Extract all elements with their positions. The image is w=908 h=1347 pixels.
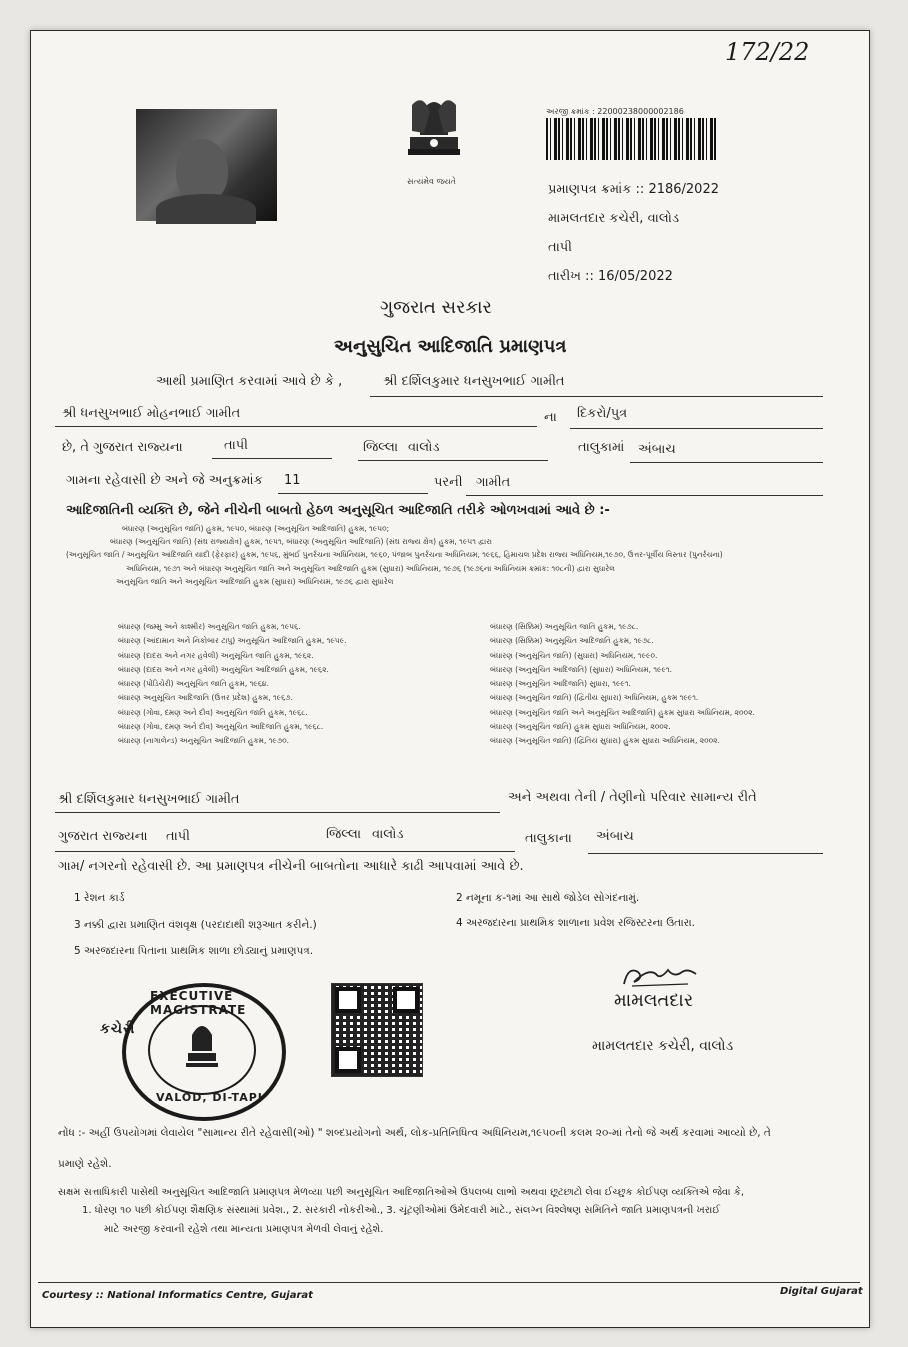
serial-number: 11 bbox=[284, 473, 301, 488]
state-label-2: ગુજરાત રાજ્યના bbox=[58, 829, 148, 844]
doc-item: 5 અરજદારના પિતાના પ્રાથમિક શાળા છોડ્યાનું પ્રમાણપત્ર. bbox=[74, 945, 314, 957]
note-line: નોંધ :- અહીં ઉપયોગમાં લેવાયેલ "સામાન્ય રીતે રહેવાસી(ઓ) " શબ્દપ્રયોગનો અર્થ, લોક-પ્રતિનિધિત્વ અધિનિયમ,૧૯૫૦ની કલમ ૨૦-માં તેનો જે અર્થ કરવામાં આવ્યો છે, તે bbox=[58, 1127, 771, 1139]
government-title: ગુજરાત સરકાર bbox=[380, 297, 492, 318]
taluka-label: તાલુકામાં bbox=[578, 440, 625, 455]
order-right: બંધારણ (અનુસૂચિત જાતિ) (દ્વિતિય સુધારા) હુકમ સુધારા અધિનિયમ, ૨૦૦૨. bbox=[490, 736, 720, 746]
orders-list bbox=[66, 522, 826, 588]
barcode bbox=[546, 118, 718, 160]
order-left: બંધારણ (દાદરા અને નગર હવેલી) અનુસૂચિત જાતિ હુકમ, ૧૯૬૨. bbox=[118, 650, 314, 660]
order-right: બંધારણ (અનુસૂચિત આદિજાતિ) (સુધારા) અધિનિયમ, ૧૯૯૧. bbox=[490, 664, 672, 674]
doc-item: 2 નમૂના ક-૧માં આ સાથે જોડેલ સોગંદનામું. bbox=[456, 892, 640, 904]
order-line: અધિનિયમ, ૧૯૭૧ અને બંધારણ અનુસૂચિત જાતિ અને અનુસૂચિત આદિજાતિ હુકમ (સુધારા) અધિનિયમ, ૧૯૭૬ (૧૯૭૬ના અધિનિયમ ક્રમાંક: ૧૦૮ની) દ્વારા સુધારેલ bbox=[126, 563, 615, 573]
district-label-2: જિલ્લા bbox=[326, 827, 362, 842]
order-right: બંધારણ (અનુસૂચિત જાતિ) હુકમ સુધારા અધિનિયમ, ૨૦૦૨. bbox=[490, 722, 671, 732]
note-line: માટે અરજી કરવાની રહેશે તથા માન્યતા પ્રમાણપત્ર મેળવી લેવાનું રહેશે. bbox=[104, 1224, 384, 1235]
note-line: પ્રમાણે રહેશે. bbox=[58, 1158, 112, 1170]
village-value: અંબાચ bbox=[638, 442, 676, 457]
belongs-text: આદિજાતિની વ્યક્તિ છે, જેને નીચેની બાબતો હેઠળ અનુસૂચિત આદિજાતિ તરીકે ઓળખવામાં આવે છે :- bbox=[66, 503, 610, 518]
order-line: બંધારણ (અનુસૂચિત જાતિ) હુકમ, ૧૯૫૦, બંધારણ (અનુસૂચિત આદિજાતિ) હુકમ, ૧૯૫૦; bbox=[122, 524, 390, 533]
doc-item: 4 અરજદારના પ્રાથમિક શાળાના પ્રવેશ રજિસ્ટરના ઉતારા. bbox=[456, 917, 696, 929]
order-left: બંધારણ અનુસૂચિત આદિજાતિ (ઉત્તર પ્રદેશ) હુકમ, ૧૯૬૭. bbox=[118, 693, 293, 703]
tribe-name: ગામીત bbox=[476, 475, 511, 490]
order-right: બંધારણ (અનુસૂચિત જાતિ અને અનુસૂચિત આદિજાતિ) હુકમ સુધારા અધિનિયમ, ૨૦૦૨. bbox=[490, 707, 755, 717]
district-value: તાપી bbox=[224, 438, 248, 453]
issue-date: તારીખ :: 16/05/2022 bbox=[548, 269, 673, 284]
taluka-value-2: વાલોડ bbox=[372, 827, 404, 842]
order-left: બંધારણ (દાદરા અને નગર હવેલી) અનુસૂચિત આદિજાતિ હુકમ, ૧૯૬૨. bbox=[118, 664, 329, 674]
taluka-label-2: તાલુકાના bbox=[525, 831, 572, 846]
order-left: બંધારણ (પોંડિચેરી) અનુસૂચિત જાતિ હુકમ, ૧૯૬૪. bbox=[118, 679, 269, 689]
footer-brand: Digital Gujarat bbox=[780, 1286, 863, 1297]
intro-text: આથી પ્રમાણિત કરવામાં આવે છે કે , bbox=[156, 374, 343, 389]
issue-text: ગામ/ નગરનો રહેવાસી છે. આ પ્રમાણપત્ર નીચેની બાબતોના આધારે કાઢી આપવામાં આવે છે. bbox=[58, 859, 524, 874]
parni-label: પરની bbox=[434, 475, 463, 490]
applicant-photo bbox=[136, 109, 277, 221]
order-right: બંધારણ (અનુસૂચિત જાતિ) (દ્વિતીય સુધારા) અધિનિયમ, હુકમ ૧૯૯૧. bbox=[490, 693, 699, 703]
order-left: બંધારણ (ગોવા, દમણ અને દીવ) અનુસૂચિત આદિજાતિ હુકમ, ૧૯૬૮. bbox=[118, 722, 324, 732]
family-text: અને અથવા તેની / તેણીનો પરિવાર સામાન્ય રીતે bbox=[508, 790, 757, 805]
note-line: સક્ષમ સત્તાધિકારી પાસેથી અનુસૂચિત આદિજાતિ પ્રમાણપત્ર મેળવ્યા પછી અનુસૂચિત આદિજાતિઓએ ઉપલબ્ધ લાભો અથવા છૂટછાટો લેવા ઈચ્છુક કોઈપણ વ્યક્તિએ જેવા કે, bbox=[58, 1187, 745, 1198]
official-stamp bbox=[100, 983, 286, 1121]
certificate-title: અનુસુચિત આદિજાતિ પ્રમાણપત્ર bbox=[334, 336, 567, 357]
handwritten-number: 172/22 bbox=[725, 38, 810, 66]
stamp-side-text: કચેરી bbox=[100, 1021, 136, 1037]
order-line: (અનુસૂચિત જાતિ / અનુસૂચિત આદિજાતિ યાદી (ફેરફાર) હુકમ, ૧૯૫૬, મુંબઈ પુનર્રચના અધિનિયમ, ૧૯૬૦, પંજાબ પુનર્રચના અધિનિયમ, ૧૯૬૬, હિમાચલ પ્રદેશ રાજ્ય અધિનિયમ,૧૯૭૦, ઉત્તર-પૂર્વીય વિસ્તાર (પુનર્રચના) bbox=[66, 550, 723, 560]
footer-courtesy: Courtesy :: National Informatics Centre, Gujarat bbox=[42, 1290, 313, 1301]
district-value-2: તાપી bbox=[166, 829, 190, 844]
order-left: બંધારણ (આંદામાન અને નિકોબાર ટાપુ) અનુસૂચિત આદિજાતિ હુકમ, ૧૯૫૯. bbox=[118, 636, 347, 646]
issuing-district: તાપી bbox=[548, 240, 572, 255]
order-right: બંધારણ (અનુસૂચિત આદિજાતિ) સુધારા, ૧૯૯૧. bbox=[490, 679, 631, 689]
order-left: બંધારણ (નાગાલેન્ડ) અનુસૂચિત આદિજાતિ હુકમ, ૧૯૭૦. bbox=[118, 736, 289, 746]
qr-code bbox=[331, 983, 423, 1077]
note-line: 1. ધોરણ ૧૦ પછી કોઈપણ શૈક્ષણિક સંસ્થામાં પ્રવેશ., 2. સરકારી નોકરીઓ., 3. ચૂંટણીઓમાં ઉમેદવારી માટે., સંલગ્ન વિશ્લેષણ સમિતિને જાતિ પ્રમાણપત્રની ખરાઈ bbox=[82, 1205, 721, 1216]
doc-item: 3 નક્કી દ્વારા પ્રમાણિત વંશવૃક્ષ (પરદાદાથી શરૂઆત કરીને.) bbox=[74, 919, 317, 931]
order-left: બંધારણ (ગોવા, દમણ અને દીવ) અનુસૂચિત જાતિ હુકમ, ૧૯૬૮. bbox=[118, 707, 308, 717]
stamp-emblem-icon bbox=[184, 1017, 220, 1073]
stamp-bottom-text: VALOD, DI-TAPI bbox=[156, 1091, 263, 1104]
emblem-motto: સત્યમેવ જયતે bbox=[407, 177, 456, 186]
order-line: અનુસૂચિત જાતિ અને અનુસૂચિત આદિજાતિ હુકમ (સુધારા) અધિનિયમ, ૧૯૭૬ દ્વારા સુધારેલ bbox=[116, 576, 394, 586]
order-right: બંધારણ (સિક્કિમ) અનુસૂચિત જાતિ હુકમ, ૧૯૭૮. bbox=[490, 622, 639, 631]
village-value-2: અંબાચ bbox=[596, 829, 634, 844]
stamp-top-text: EXECUTIVE MAGISTRATE bbox=[150, 989, 247, 1017]
application-number: અરજી ક્રમાંક : 22000238000002186 bbox=[546, 107, 684, 116]
order-right: બંધારણ (અનુસૂચિત જાતિ) (સુધારા) અધિનિયમ, ૧૯૯૦. bbox=[490, 650, 658, 660]
signature-icon bbox=[618, 962, 702, 992]
state-emblem-icon bbox=[402, 85, 466, 175]
order-line: બંધારણ (અનુસૂચિત જાતિ) (સંઘ રાજ્યક્ષેત્ર) હુકમ, ૧૯૫૧, બંધારણ (અનુસૂચિત આદિજાતિ) (સંઘ રાજ્ય ક્ષેત્ર) હુકમ, ૧૯૫૧ દ્વારા bbox=[110, 537, 492, 547]
district-label: જિલ્લા bbox=[363, 440, 399, 455]
state-label: છે, તે ગુજરાત રાજ્યના bbox=[62, 440, 183, 455]
doc-item: 1 રેશન કાર્ડ bbox=[74, 892, 125, 904]
holder-name-2: શ્રી દર્શિલકુમાર ધનસુખભાઈ ગામીત bbox=[58, 792, 240, 807]
order-right: બંધારણ (સિક્કિમ) અનુસૂચિત આદિજાતિ હુકમ, ૧૯૭૮. bbox=[490, 636, 654, 646]
certificate-number: પ્રમાણપત્ર ક્રમાંક :: 2186/2022 bbox=[548, 182, 719, 197]
na-label: ના bbox=[544, 410, 557, 425]
orders-left-column bbox=[118, 620, 347, 749]
relation: દિકરો/પુત્ર bbox=[577, 406, 628, 421]
resident-label: ગામના રહેવાસી છે અને જે અનુક્રમાંક bbox=[66, 473, 263, 488]
holder-name: શ્રી દર્શિલકુમાર ધનસુખભાઈ ગામીત bbox=[383, 374, 565, 389]
order-left: બંધારણ (જમ્મુ અને કાશ્મીર) અનુસૂચિત જાતિ હુકમ, ૧૯૫૬. bbox=[118, 622, 301, 631]
issuing-office: મામલતદાર કચેરી, વાલોડ bbox=[548, 211, 680, 226]
taluka-value: વાલોડ bbox=[408, 440, 440, 455]
father-name: શ્રી ધનસુખભાઈ મોહનભાઈ ગામીત bbox=[62, 406, 241, 421]
orders-right-column bbox=[490, 620, 755, 749]
signatory-office: મામલતદાર કચેરી, વાલોડ bbox=[592, 1038, 734, 1054]
signatory-title: મામલતદાર bbox=[614, 990, 694, 1011]
